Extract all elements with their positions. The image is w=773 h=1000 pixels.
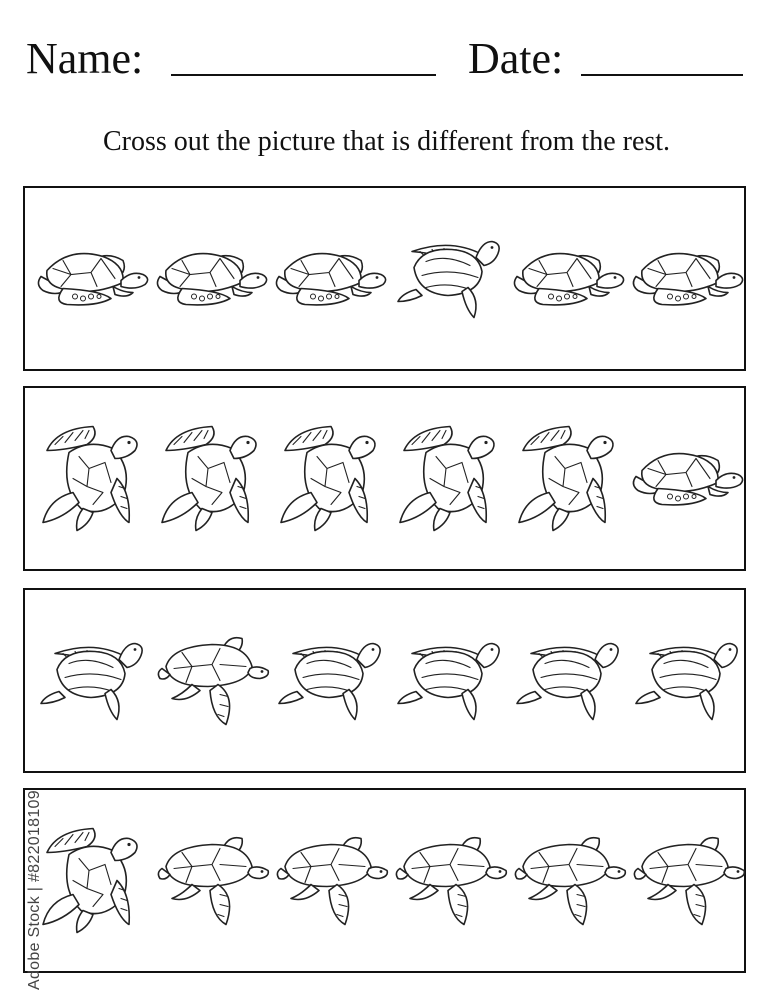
turtle-picture[interactable] [271,188,389,369]
hawksbill-turtle-icon [271,388,389,569]
loggerhead-turtle-icon [276,254,385,305]
turtle-picture[interactable] [271,590,389,771]
hawksbill-turtle-icon [33,388,151,569]
turtle-picture[interactable] [628,790,746,971]
hawksbill-turtle-icon [509,388,627,569]
turtle-set [33,790,741,971]
turtle-set [33,590,741,771]
turtle-picture[interactable] [33,388,151,569]
hawksbill-turtle-icon [519,427,613,531]
turtle-picture[interactable] [33,790,151,971]
hawksbill-turtle-icon [390,388,508,569]
loggerhead-turtle-icon [633,454,742,505]
loggerhead-turtle-icon [157,254,266,305]
loggerhead-turtle-icon [509,188,627,369]
green-turtle-icon [390,790,508,971]
green-turtle-icon [396,838,506,925]
swimming-turtle-icon [390,188,508,369]
swimming-turtle-icon [517,644,618,720]
turtle-picture[interactable] [509,790,627,971]
turtle-set [33,188,741,369]
loggerhead-turtle-icon [152,188,270,369]
instruction-text: Cross out the picture that is different from the rest. [102,126,671,157]
swimming-turtle-icon [279,644,380,720]
hawksbill-turtle-icon [152,388,270,569]
green-turtle-icon [509,790,627,971]
turtle-set [33,388,741,569]
green-turtle-icon [152,790,270,971]
loggerhead-turtle-icon [38,254,147,305]
loggerhead-turtle-icon [33,188,151,369]
swimming-turtle-icon [509,590,627,771]
loggerhead-turtle-icon [514,254,623,305]
turtle-picture[interactable] [152,388,270,569]
turtle-picture[interactable] [33,590,151,771]
swimming-turtle-icon [398,644,499,720]
green-turtle-icon [158,838,268,925]
turtle-picture[interactable] [628,590,746,771]
puzzle-row-4 [23,788,746,973]
turtle-picture[interactable] [390,590,508,771]
puzzle-row-3 [23,588,746,773]
credit-text: Adobe Stock | #822018109 [26,790,43,990]
hawksbill-turtle-icon [281,427,375,531]
turtle-picture[interactable] [390,790,508,971]
date-field[interactable] [468,30,746,88]
loggerhead-turtle-icon [628,188,746,369]
turtle-picture[interactable] [509,388,627,569]
hawksbill-turtle-icon [162,427,256,531]
stock-credit [4,768,43,990]
hawksbill-turtle-icon [43,427,137,531]
turtle-picture[interactable] [628,188,746,369]
puzzle-row-1 [23,186,746,371]
green-turtle-icon [271,790,389,971]
loggerhead-turtle-icon [628,388,746,569]
swimming-turtle-icon [390,590,508,771]
date-label: Date: [468,34,564,83]
swimming-turtle-icon [636,644,737,720]
hawksbill-turtle-icon [400,427,494,531]
turtle-picture[interactable] [509,590,627,771]
green-turtle-icon [628,790,746,971]
hawksbill-turtle-icon [33,790,151,971]
green-turtle-icon [277,838,387,925]
green-turtle-icon [634,838,744,925]
swimming-turtle-icon [398,242,499,318]
name-blank-line[interactable] [171,74,436,76]
green-turtle-icon [152,590,270,771]
turtle-picture[interactable] [628,388,746,569]
hawksbill-turtle-icon [43,829,137,933]
green-turtle-icon [515,838,625,925]
loggerhead-turtle-icon [633,254,742,305]
turtle-picture[interactable] [390,388,508,569]
turtle-picture[interactable] [152,590,270,771]
puzzle-row-2 [23,386,746,571]
turtle-picture[interactable] [152,188,270,369]
turtle-picture[interactable] [271,388,389,569]
turtle-picture[interactable] [271,790,389,971]
turtle-picture[interactable] [390,188,508,369]
turtle-picture[interactable] [152,790,270,971]
turtle-picture[interactable] [509,188,627,369]
green-turtle-icon [158,638,268,725]
name-field[interactable] [26,30,446,88]
loggerhead-turtle-icon [271,188,389,369]
header [26,30,746,88]
swimming-turtle-icon [271,590,389,771]
name-label: Name: [26,34,144,83]
turtle-picture[interactable] [33,188,151,369]
swimming-turtle-icon [33,590,151,771]
date-blank-line[interactable] [581,74,743,76]
swimming-turtle-icon [41,644,142,720]
swimming-turtle-icon [628,590,746,771]
